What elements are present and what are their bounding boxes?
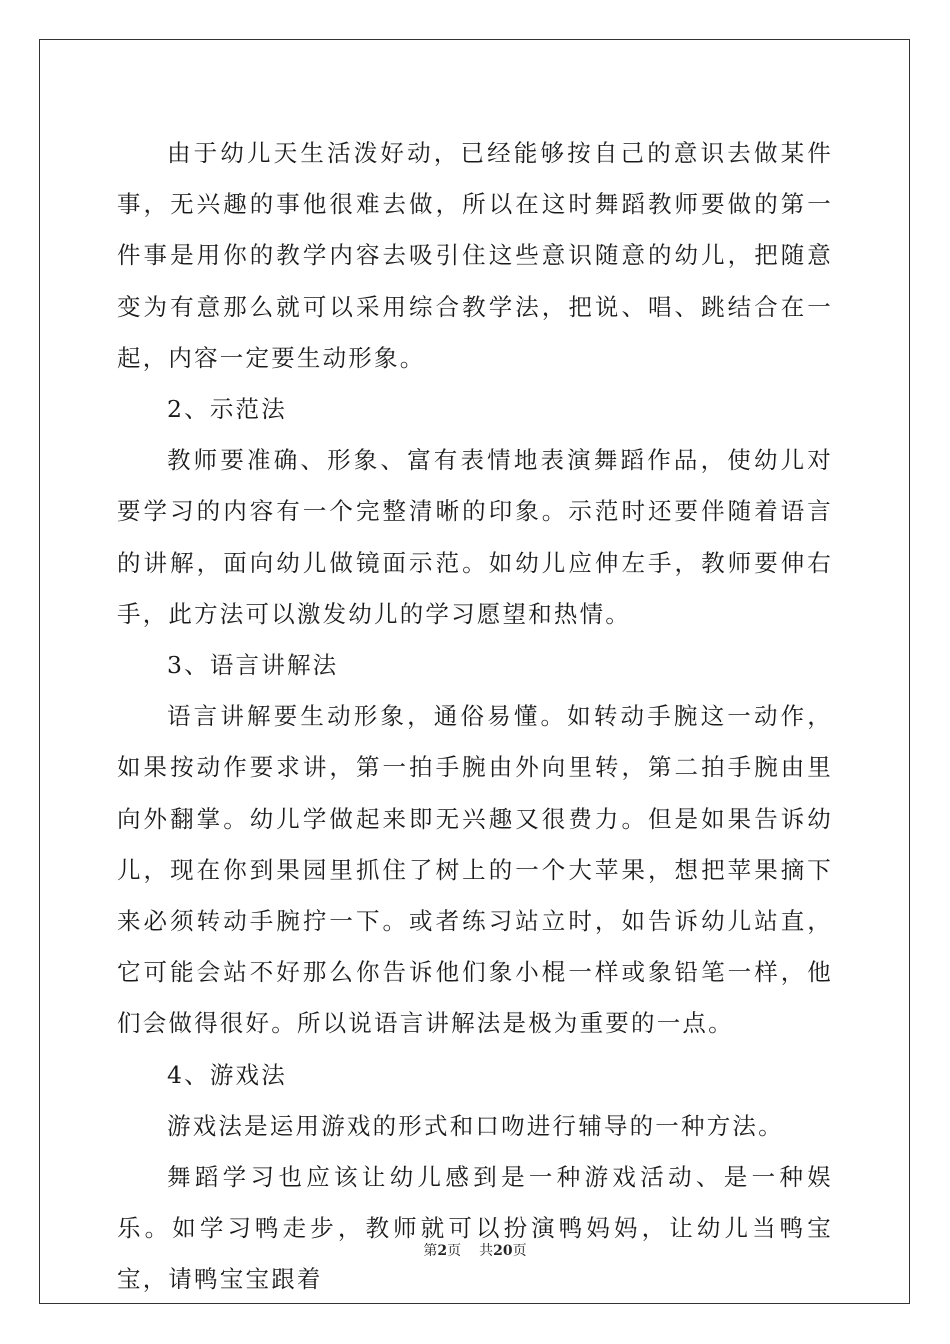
- paragraph-intro: 由于幼儿天生活泼好动，已经能够按自己的意识去做某件事，无兴趣的事他很难去做，所以在这时舞蹈教师要做的第一件事是用你的教学内容去吸引住这些意识随意的幼儿，把随意变为有意那么就可以采用综合教学法，把说、唱、跳结合在一起，内容一定要生动形象。: [117, 139, 833, 372]
- footer-total-unit: 页: [512, 1243, 527, 1259]
- paragraph-demonstration: 教师要准确、形象、富有表情地表演舞蹈作品，使幼儿对要学习的内容有一个完整清晰的印象。示范时还要伴随着语言的讲解，面向幼儿做镜面示范。如幼儿应伸左手，教师要伸右手，此方法可以激发幼儿的学习愿望和热情。: [117, 446, 833, 628]
- footer-page-unit: 页: [447, 1243, 462, 1259]
- document-body: [117, 128, 833, 1306]
- heading-demonstration-method: 2、示范法: [167, 395, 287, 424]
- footer-total-prefix: 共: [479, 1243, 494, 1259]
- paragraph-game-definition: 游戏法是运用游戏的形式和口吻进行辅导的一种方法。: [167, 1111, 784, 1140]
- paragraph-game-example: 舞蹈学习也应该让幼儿感到是一种游戏活动、是一种娱乐。如学习鸭走步，教师就可以扮演鸭妈妈，让幼儿当鸭宝宝，请鸭宝宝跟着: [117, 1163, 833, 1294]
- heading-verbal-explanation-method: 3、语言讲解法: [167, 651, 339, 680]
- page-footer: [0, 1240, 950, 1260]
- footer-page-prefix: 第: [423, 1243, 438, 1259]
- footer-current-page: 2: [437, 1243, 448, 1259]
- paragraph-verbal-explanation: 语言讲解要生动形象，通俗易懂。如转动手腕这一动作，如果按动作要求讲，第一拍手腕由外向里转，第二拍手腕由里向外翻掌。幼儿学做起来即无兴趣又很费力。但是如果告诉幼儿，现在你到果园里抓住了树上的一个大苹果，想把苹果摘下来必须转动手腕拧一下。或者练习站立时，如告诉幼儿站直，它可能会站不好那么你告诉他们象小棍一样或象铅笔一样，他们会做得很好。所以说语言讲解法是极为重要的一点。: [117, 702, 833, 1038]
- footer-total-pages: 20: [493, 1243, 513, 1259]
- heading-game-method: 4、游戏法: [167, 1060, 287, 1089]
